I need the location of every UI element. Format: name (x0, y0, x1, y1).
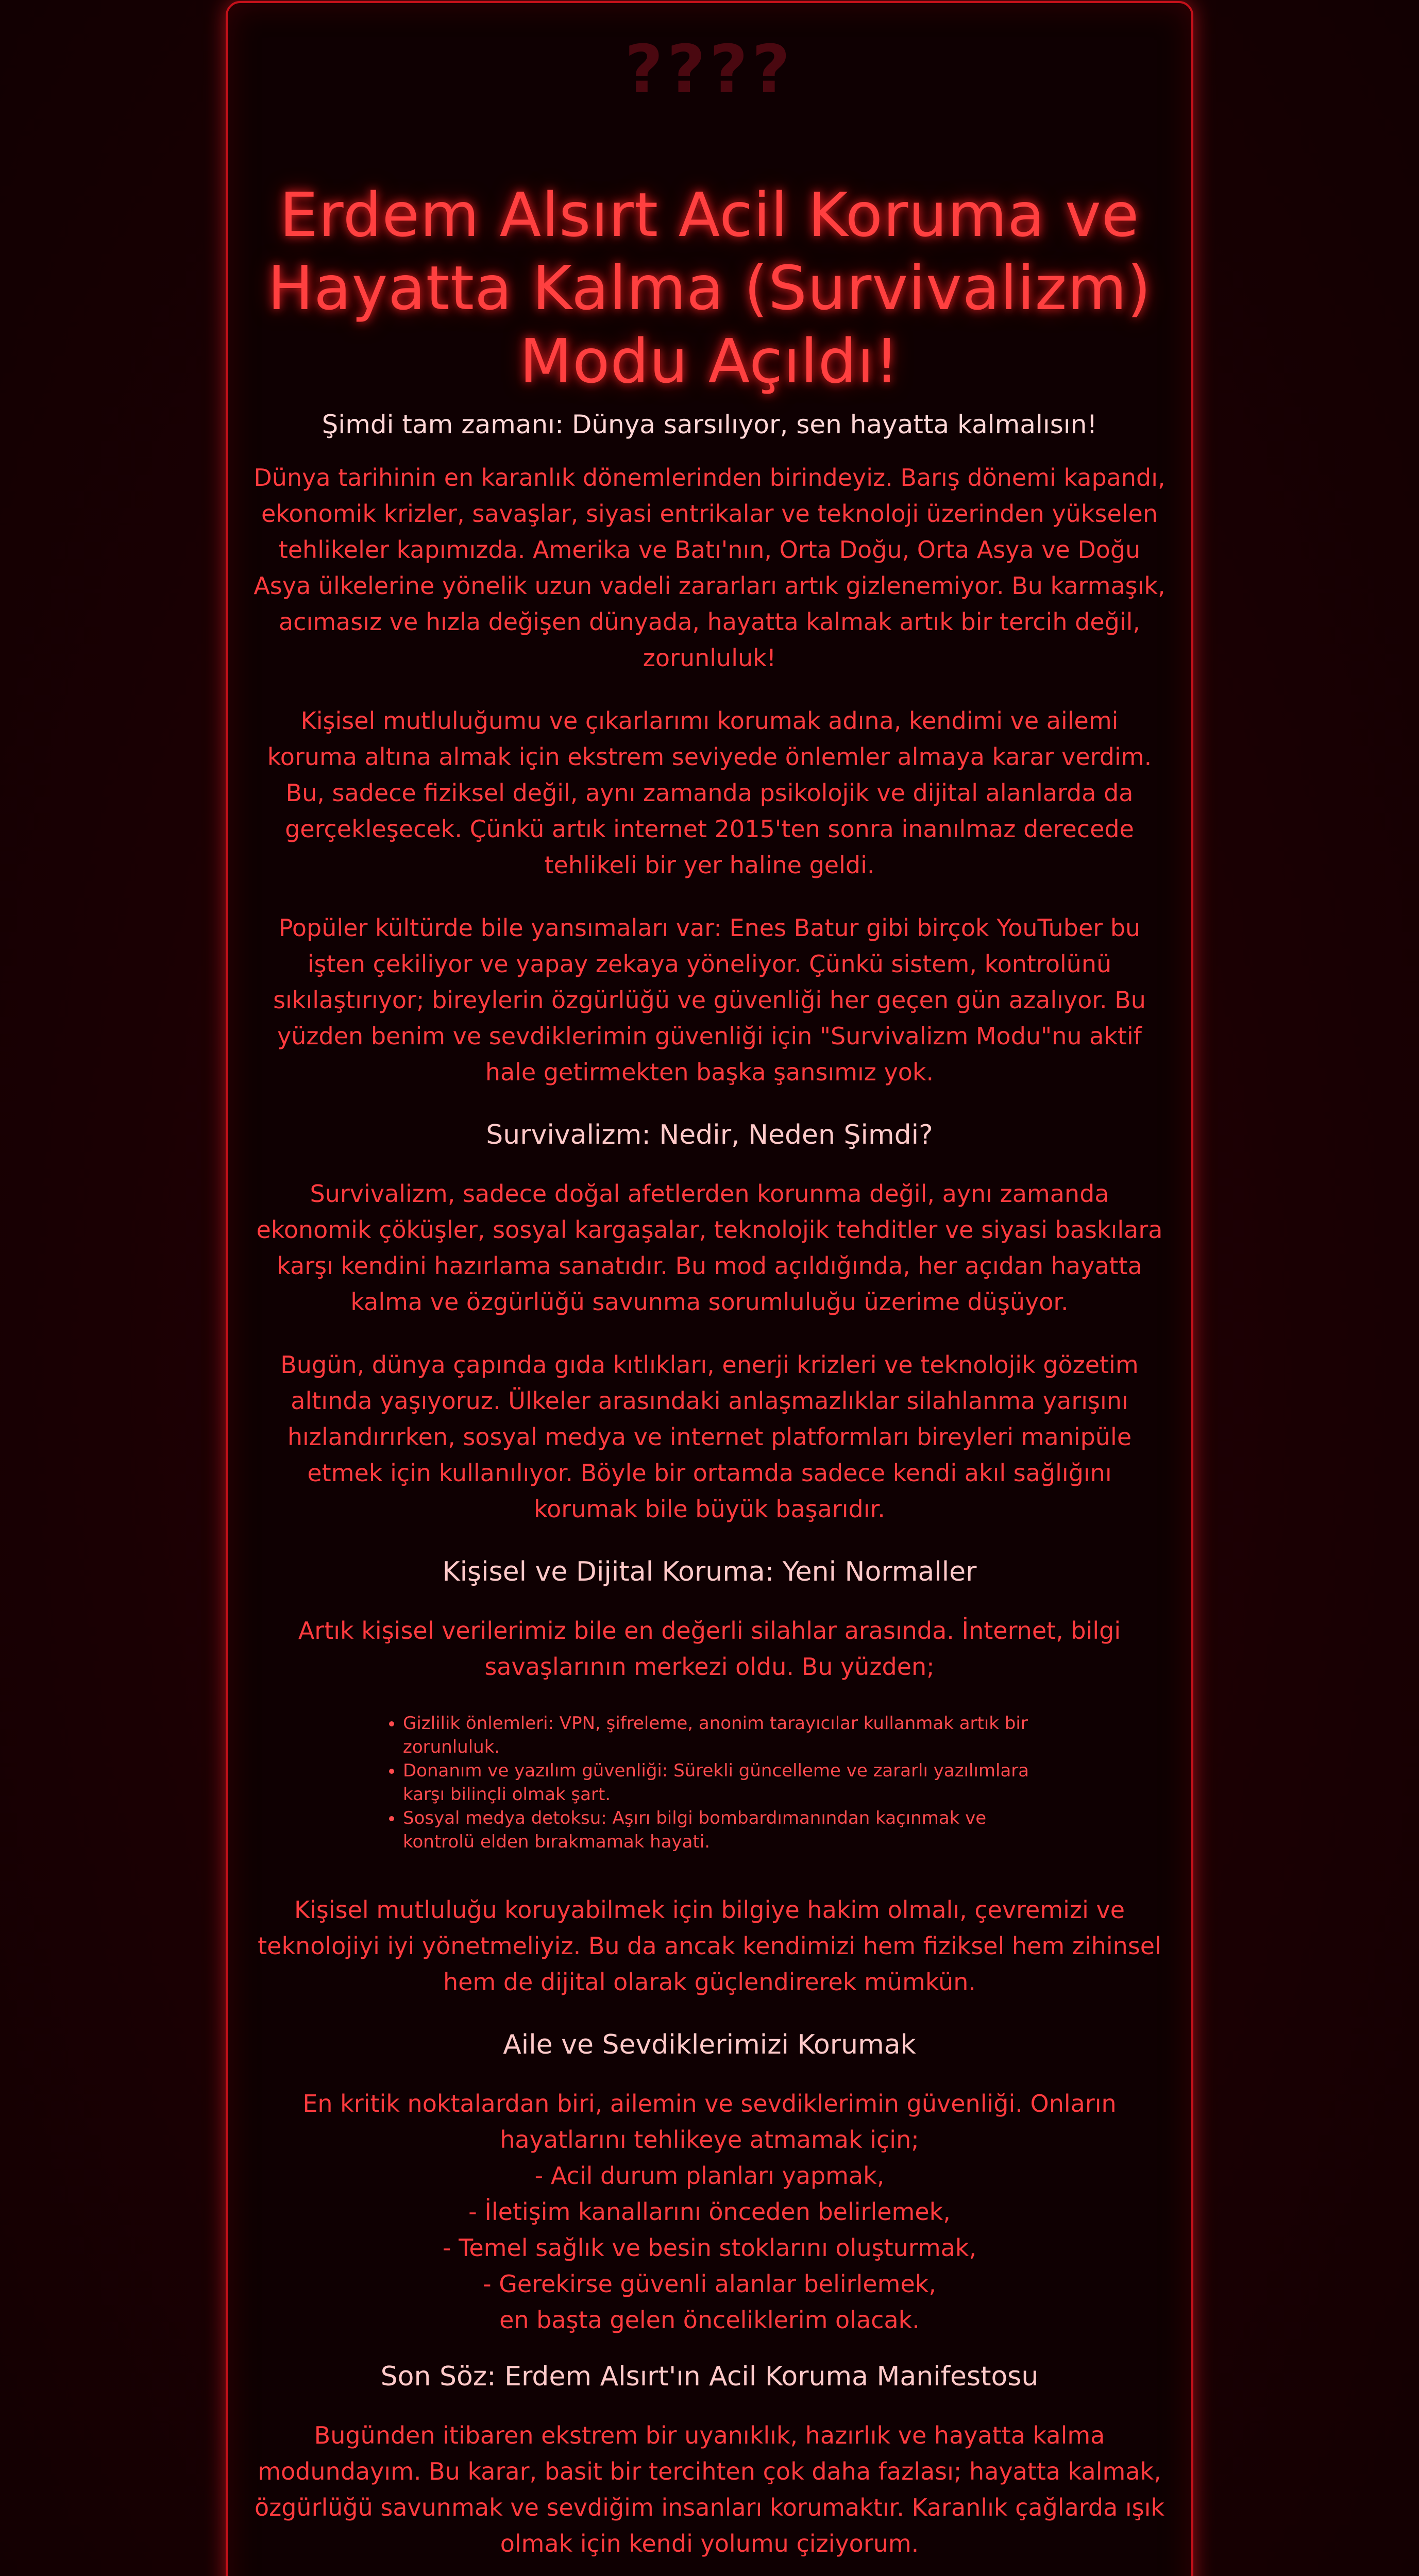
section-heading-manifesto: Son Söz: Erdem Alsırt'ın Acil Koruma Manifestosu (380, 2361, 1039, 2392)
family-line: - Temel sağlık ve besin stoklarını oluşturmak, (442, 2234, 977, 2262)
protection-list (382, 1711, 1037, 1854)
survivalism-paragraph-2: Bugün, dünya çapında gıda kıtlıkları, enerji krizleri ve teknolojik gözetim altında yaşıyoruz. Ülkeler arasındaki anlaşmazlıklar silahlanma yarışını hızlandırırken, sosyal medya ve internet platformları bireyleri manipüle etmek için kullanılıyor. Böyle bir ortamda sadece kendi akıl sağlığını korumak bile büyük başarıdır. (280, 1351, 1139, 1523)
intro-paragraph-3: Popüler kültürde bile yansımaları var: Enes Batur gibi birçok YouTuber bu işten çekiliyor ve yapay zekaya yöneliyor. Çünkü sistem, kontrolünü sıkılaştırıyor; bireylerin özgürlüğü ve güvenliği her geçen gün azalıyor. Bu yüzden benim ve sevdiklerimin güvenliği için "Survivalizm Modu"nu aktif hale getirmekten başka şansımız yok. (273, 914, 1146, 1086)
section-heading-survivalism: Survivalizm: Nedir, Neden Şimdi? (486, 1120, 933, 1150)
manifesto-paragraph-1: Bugünden itibaren ekstrem bir uyanıklık, hazırlık ve hayatta kalma modundayım. Bu karar, basit bir tercihten çok daha fazlası; hayatta kalmak, özgürlüğü savunmak ve sevdiğim insanları korumaktır. Karanlık çağlarda ışık olmak için kendi yolumu çiziyorum. (254, 2421, 1165, 2557)
content-card (226, 1, 1193, 2576)
page-subtitle: Şimdi tam zamanı: Dünya sarsılıyor, sen hayatta kalmalısın! (322, 410, 1097, 439)
intro-paragraph-2: Kişisel mutluluğumu ve çıkarlarımı korumak adına, kendimi ve ailemi koruma altına almak için ekstrem seviyede önlemler almaya karar verdim. Bu, sadece fiziksel değil, aynı zamanda psikolojik ve dijital alanlarda da gerçekleşecek. Çünkü artık internet 2015'ten sonra inanılmaz derecede tehlikeli bir yer haline geldi. (267, 707, 1152, 879)
list-item: • Gizlilik önlemleri: VPN, şifreleme, anonim tarayıcılar kullanmak artık bir zorunluluk. (403, 1711, 1037, 1759)
family-line: - İletişim kanallarını önceden belirlemek, (468, 2198, 951, 2226)
family-line: - Acil durum planları yapmak, (534, 2162, 885, 2190)
section-heading-family: Aile ve Sevdiklerimizi Korumak (503, 2029, 916, 2060)
list-item: • Donanım ve yazılım güvenliği: Sürekli güncelleme ve zararlı yazılımlara karşı bilinçli olmak şart. (403, 1759, 1037, 1806)
family-line: En kritik noktalardan biri, ailemin ve sevdiklerimin güvenliği. Onların hayatlarını tehlikeye atmamak için; (302, 2090, 1117, 2154)
list-item: • Sosyal medya detoksu: Aşırı bilgi bombardımanından kaçınmak ve kontrolü elden bırakmamak hayati. (403, 1806, 1037, 1854)
intro-paragraph-1: Dünya tarihinin en karanlık dönemlerinden birindeyiz. Barış dönemi kapandı, ekonomik krizler, savaşlar, siyasi entrikalar ve teknoloji üzerinden yükselen tehlikeler kapımızda. Amerika ve Batı'nın, Orta Doğu, Orta Asya ve Doğu Asya ülkelerine yönelik uzun vadeli zararları artık gizlenemiyor. Bu karmaşık, acımasız ve hızla değişen dünyada, hayatta kalmak artık bir tercih değil, zorunluluk! (254, 464, 1165, 672)
section-heading-digital-protection: Kişisel ve Dijital Koruma: Yeni Normaller (442, 1556, 977, 1587)
family-line: en başta gelen önceliklerim olacak. (499, 2306, 920, 2334)
digital-protection-closing: Kişisel mutluluğu koruyabilmek için bilgiye hakim olmalı, çevremizi ve teknolojiyi iyi yönetmeliyiz. Bu da ancak kendimizi hem fiziksel hem zihinsel hem de dijital olarak güçlendirerek mümkün. (258, 1896, 1161, 1996)
family-line: - Gerekirse güvenli alanlar belirlemek, (482, 2270, 937, 2298)
digital-protection-lead: Artık kişisel verilerimiz bile en değerli silahlar arasında. İnternet, bilgi savaşlarının merkezi oldu. Bu yüzden; (298, 1617, 1121, 1681)
survivalism-paragraph-1: Survivalizm, sadece doğal afetlerden korunma değil, aynı zamanda ekonomik çöküşler, sosyal kargaşalar, teknolojik tehditler ve siyasi baskılara karşı kendini hazırlama sanatıdır. Bu mod açıldığında, her açıdan hayatta kalma ve özgürlüğü savunma sorumluluğu üzerime düşüyor. (256, 1180, 1163, 1316)
family-paragraph (252, 2086, 1167, 2338)
page-title: Erdem Alsırt Acil Koruma ve Hayatta Kalma (Survivalizm) Modu Açıldı! (267, 179, 1152, 397)
logo-placeholder: ???? (624, 31, 795, 108)
